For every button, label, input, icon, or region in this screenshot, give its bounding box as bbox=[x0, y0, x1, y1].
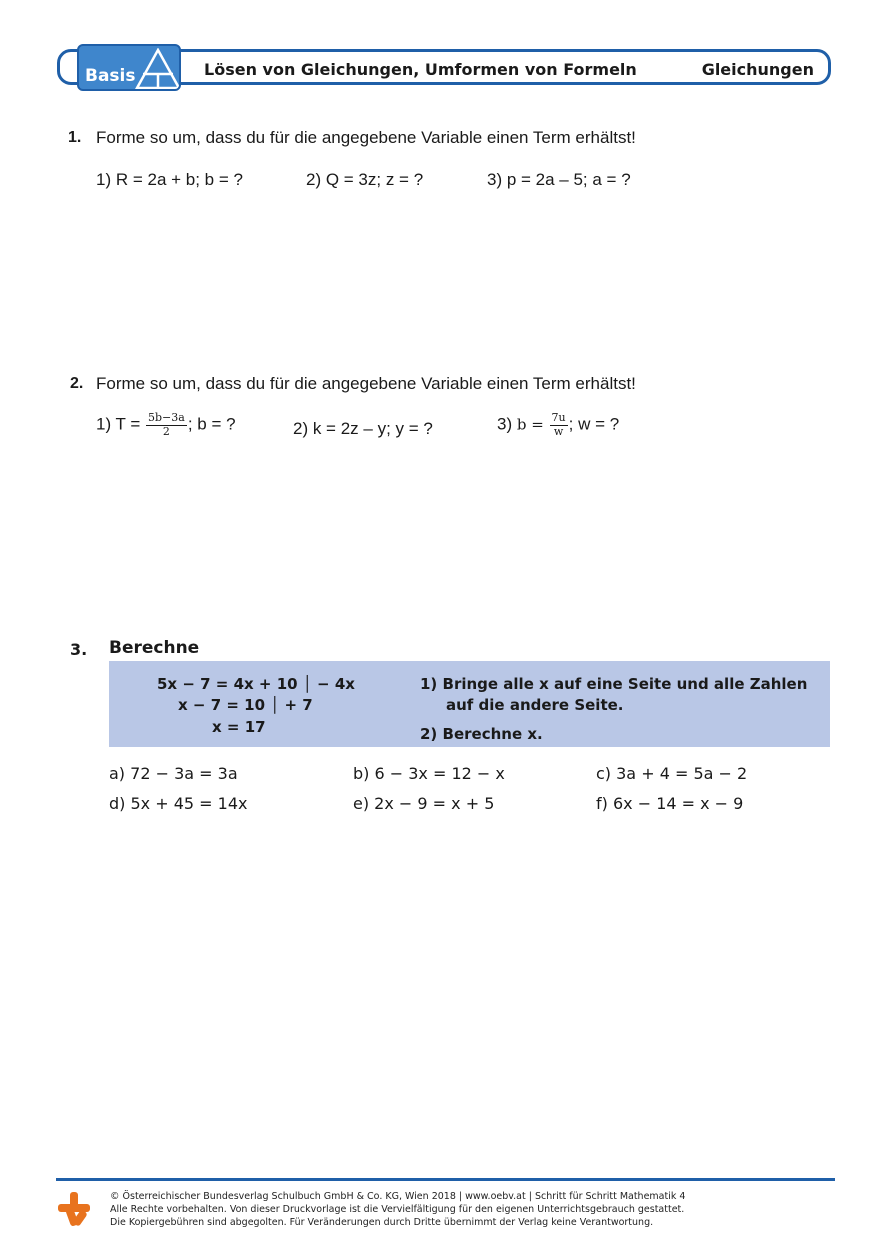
task-2-number: 2. bbox=[70, 375, 84, 392]
task-2-item-3 bbox=[497, 412, 619, 438]
task-1-number: 1. bbox=[68, 129, 82, 146]
footer-disclaimer: Die Kopiergebühren sind abgegolten. Für Veränderungen durch Dritte übernimmt der Verlag keine Verantwortung. bbox=[110, 1217, 654, 1228]
task-2-instruction: Forme so um, dass du für die angegebene Variable einen Term erhältst! bbox=[96, 374, 636, 393]
fraction-numerator: 7u bbox=[551, 411, 566, 424]
task-2-item-1-prefix: 1) T = bbox=[96, 414, 141, 434]
example-box bbox=[109, 661, 830, 747]
task-2-item-2: 2) k = 2z – y; y = ? bbox=[293, 419, 433, 438]
example-step-1-cont: auf die andere Seite. bbox=[446, 696, 624, 714]
task-1-item-2: 2) Q = 3z; z = ? bbox=[306, 170, 424, 189]
task-2-item-1 bbox=[96, 412, 236, 438]
exercise-c: c) 3a + 4 = 5a − 2 bbox=[596, 764, 748, 783]
footer-copyright: © Österreichischer Bundesverlag Schulbuch GmbH & Co. KG, Wien 2018 | www.oebv.at | Schritt für Schritt Mathematik 4 bbox=[110, 1191, 686, 1202]
exercise-b: b) 6 − 3x = 12 − x bbox=[353, 764, 505, 783]
fraction-numerator: 5b−3a bbox=[148, 411, 185, 424]
task-2-item-3-suffix: ; w = ? bbox=[568, 414, 620, 434]
worksheet-title: Lösen von Gleichungen, Umformen von Formeln bbox=[204, 60, 637, 79]
task-1-item-1: 1) R = 2a + b; b = ? bbox=[96, 170, 243, 189]
example-step-2: 2) Berechne x. bbox=[420, 725, 543, 743]
task-3-title: Berechne bbox=[109, 638, 200, 658]
task-1-instruction: Forme so um, dass du für die angegebene Variable einen Term erhältst! bbox=[96, 128, 636, 147]
fraction-denominator: 2 bbox=[162, 424, 170, 438]
example-line-2: x − 7 = 10 │ + 7 bbox=[178, 696, 313, 714]
footer-rights: Alle Rechte vorbehalten. Von dieser Druckvorlage ist die Vervielfältigung für den eigenen Unterrichtsgebrauch gestattet. bbox=[110, 1204, 685, 1215]
task-1-item-3: 3) p = 2a – 5; a = ? bbox=[487, 170, 631, 189]
exercise-a: a) 72 − 3a = 3a bbox=[109, 764, 238, 783]
example-line-1: 5x − 7 = 4x + 10 │ − 4x bbox=[157, 675, 355, 693]
exercise-d: d) 5x + 45 = 14x bbox=[109, 794, 248, 813]
pyramid-icon bbox=[135, 48, 181, 90]
fraction bbox=[146, 412, 187, 438]
task-2-item-3-prefix: 3) bbox=[497, 414, 513, 434]
task-2-item-3-variable: b = bbox=[516, 415, 544, 434]
exercise-e: e) 2x − 9 = x + 5 bbox=[353, 794, 495, 813]
fraction bbox=[550, 412, 568, 438]
level-badge bbox=[77, 44, 181, 91]
badge-label: Basis bbox=[85, 66, 136, 86]
worksheet-topic: Gleichungen bbox=[701, 60, 814, 79]
example-step-1: 1) Bringe alle x auf eine Seite und alle Zahlen bbox=[420, 675, 808, 693]
publisher-logo-icon bbox=[56, 1190, 92, 1228]
footer-divider bbox=[56, 1178, 835, 1181]
fraction-denominator: w bbox=[553, 424, 564, 438]
task-2-item-1-suffix: ; b = ? bbox=[187, 414, 236, 434]
example-line-3: x = 17 bbox=[212, 718, 266, 736]
exercise-f: f) 6x − 14 = x − 9 bbox=[596, 794, 744, 813]
task-3-number: 3. bbox=[70, 640, 88, 659]
